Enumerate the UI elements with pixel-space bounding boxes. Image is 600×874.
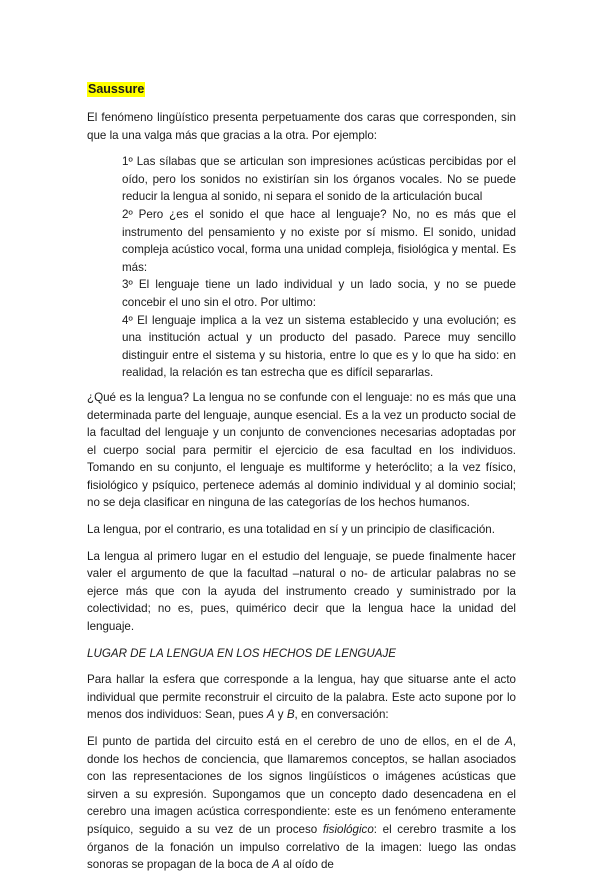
- paragraph-totalidad: La lengua, por el contrario, es una totalidad en sí y un principio de clasificación.: [87, 523, 495, 537]
- paragraph-que-es-la-lengua: ¿Qué es la lengua? La lengua no se confunde con el lenguaje: no es más que una determinada parte del lenguaje, aunque esencial. Es a la vez un producto social de la facultad del lenguaje y un conjunto de convenciones necesarias adoptadas por el cuerpo social para permitir el ejercicio de esa facultad en los individuos. Tomando en su conjunto, el lenguaje es multiforme y heteróclito; a la vez físico, fisiológico y psíquico, pertenece además al dominio individual y al dominio social; no se deja clasificar en ninguna de las categorías de los hechos humanos.: [87, 390, 516, 510]
- individual-a-ref-2: A: [272, 858, 280, 872]
- esfera-text-1: Para hallar la esfera que corresponde a la lengua, hay que situarse ante el acto individual que permite reconstruir el circuito de la palabra. Este acto supone por lo menos dos individuos: Sean, pues: [87, 673, 516, 722]
- paragraph-esfera: [87, 671, 516, 724]
- point-2: 2º Pero ¿es el sonido el que hace al lenguaje? No, no es más que el instrumento del pensamiento y no existe por sí mismo. El sonido, unidad compleja acústico vocal, forma una unidad compleja, fisiológica y mental. Es más:: [122, 207, 516, 274]
- point-4: 4º El lenguaje implica a la vez un sistema establecido y una evolución; es una institución actual y un producto del pasado. Parece muy sencillo distinguir entre el sistema y su historia, entre lo que es y lo que ha sido: en realidad, la relación es tan estrecha que es difícil separarlas.: [122, 313, 516, 380]
- document-title: Saussure: [88, 82, 145, 96]
- circuito-text-2: , donde los hechos de conciencia, que llamaremos conceptos, se hallan asociados con las representaciones de los signos lingüísticos o imágenes acústicas que sirven a su expresión. Supongamos que un concepto dado desencadena en el cerebro una imagen acústica correspondiente: este es un fenómeno enteramente psíquico, seguido a su vez de un proceso: [87, 735, 516, 836]
- individual-a-ref-1: A: [505, 735, 513, 748]
- section-heading: LUGAR DE LA LENGUA EN LOS HECHOS DE LENGUAJE: [87, 646, 397, 660]
- circuito-text-4: al oído de: [279, 858, 334, 872]
- esfera-text-2: , en conversación:: [294, 708, 389, 722]
- point-3: 3º El lenguaje tiene un lado individual y un lado socia, y no se puede concebir el uno sin el otro. Por ultimo:: [122, 278, 516, 309]
- fisiologico-word: fisiológico: [322, 822, 374, 836]
- point-1: 1º Las sílabas que se articulan son impresiones acústicas percibidas por el oído, pero los sonidos no existirían sin los órganos vocales. No se puede reducir la lengua al sonido, ni separa el sonido de la articulación bucal: [122, 155, 516, 204]
- paragraph-primer-lugar: La lengua al primero lugar en el estudio del lenguaje, se puede finalmente hacer valer el argumento de que la facultad –natural o no- de articular palabras no se ejerce más que con la ayuda del instrumento creado y suministrado por la colectividad; no es, pues, quimérico decir que la lengua hace la unidad del lenguaje.: [87, 549, 516, 634]
- circuito-text-3: : el cerebro trasmite a los órganos de la fonación un impulso correlativo de la imagen: luego las ondas sonoras se propagan de la boca de: [87, 822, 516, 872]
- intro-paragraph: El fenómeno lingüístico presenta perpetuamente dos caras que corresponden, sin que la una valga más que gracias a la otra. Por ejemplo:: [87, 111, 516, 142]
- numbered-points: [122, 153, 516, 382]
- individual-b: B: [286, 708, 295, 722]
- paragraph-circuito: [87, 733, 516, 874]
- circuito-text-1: El punto de partida del circuito está en el cerebro de uno de ellos, en el de: [87, 735, 506, 748]
- individual-a: A: [266, 708, 275, 722]
- esfera-and: y: [274, 708, 287, 722]
